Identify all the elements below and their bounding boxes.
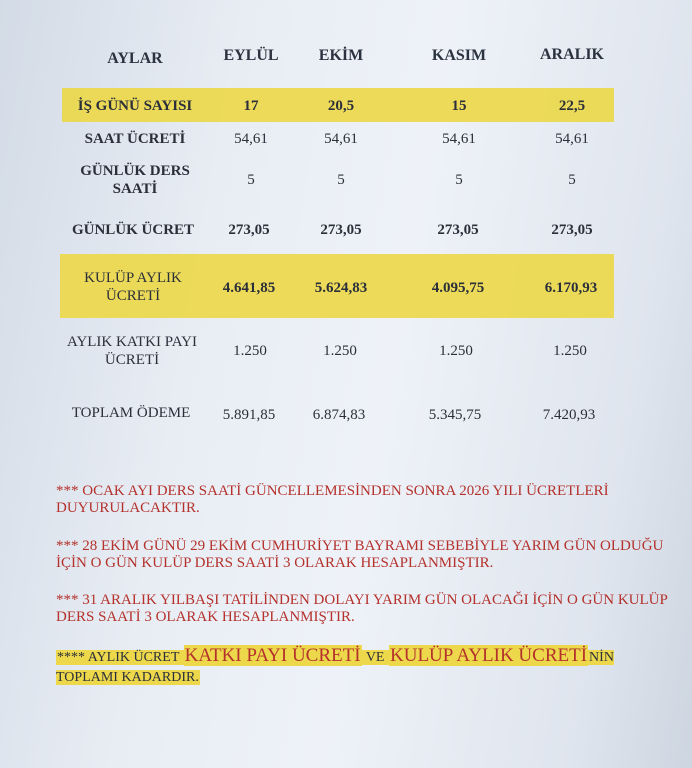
row-value: 54,61 — [555, 131, 589, 147]
header-aralik: ARALIK — [539, 46, 605, 63]
row-value: 17 — [243, 98, 259, 114]
row-label: SAAT ÜCRETİ — [84, 131, 186, 147]
row-value: 1.250 — [323, 343, 357, 359]
row-value: 273,05 — [551, 222, 593, 238]
row-value: 273,05 — [437, 222, 479, 238]
header-ekim: EKİM — [318, 47, 364, 64]
note-item: *** 31 ARALIK YILBAŞI TATİLİNDEN DOLAYI YARIM GÜN OLACAĞI İÇİN O GÜN KULÜP DERS SAATİ 3 OLARAK HESAPLANMIŞTIR. — [56, 592, 668, 625]
row-value: 5.891,85 — [222, 407, 276, 423]
final-note-part: NİN TOPLAMI KADARDIR. — [56, 650, 614, 685]
note-item: *** OCAK AYI DERS SAATİ GÜNCELLEMESİNDEN SONRA 2026 YILI ÜCRETLERİ DUYURULACAKTIR. — [56, 483, 609, 516]
row-label: TOPLAM ÖDEME — [71, 405, 191, 421]
row-value: 5 — [568, 172, 576, 188]
row-value: 4.641,85 — [222, 280, 276, 296]
row-value: 20,5 — [327, 98, 355, 114]
row-label: İŞ GÜNÜ SAYISI — [77, 98, 193, 114]
row-value: 1.250 — [553, 343, 587, 359]
final-note-part: **** AYLIK ÜCRET — [57, 650, 183, 665]
row-value: 54,61 — [234, 131, 268, 147]
row-value: 6.874,83 — [312, 407, 366, 423]
row-value: 15 — [451, 98, 467, 114]
row-value: 4.095,75 — [431, 280, 485, 296]
row-value: 6.170,93 — [544, 280, 598, 296]
row-label: GÜNLÜK ÜCRET — [71, 222, 195, 238]
row-value: 273,05 — [320, 222, 362, 238]
final-note-emphasis: KULÜP AYLIK ÜCRETİ — [390, 645, 588, 666]
row-value: 273,05 — [228, 222, 270, 238]
row-value: 5.345,75 — [428, 407, 482, 423]
header-eylul: EYLÜL — [223, 47, 279, 64]
row-value: 1.250 — [439, 343, 473, 359]
note-item: *** 28 EKİM GÜNÜ 29 EKİM CUMHURİYET BAYRAMI SEBEBİYLE YARIM GÜN OLDUĞU İÇİN O GÜN KULÜP DERS SAATİ 3 OLARAK HESAPLANMIŞTIR. — [56, 538, 664, 571]
row-value: 5 — [337, 172, 345, 188]
row-label: GÜNLÜK DERS SAATİ — [80, 163, 190, 197]
final-note — [56, 646, 676, 688]
row-value: 5 — [247, 172, 255, 188]
header-aylar: AYLAR — [107, 50, 163, 67]
row-value: 5.624,83 — [314, 280, 368, 296]
header-kasim: KASIM — [431, 47, 487, 64]
final-note-emphasis: KATKI PAYI ÜCRETİ — [184, 645, 361, 666]
row-value: 54,61 — [324, 131, 358, 147]
row-value: 54,61 — [442, 131, 476, 147]
row-value: 22,5 — [558, 98, 586, 114]
row-value: 1.250 — [233, 343, 267, 359]
row-value: 7.420,93 — [542, 407, 596, 423]
row-label: KULÜP AYLIK ÜCRETİ — [84, 270, 182, 304]
row-label: AYLIK KATKI PAYI ÜCRETİ — [66, 334, 198, 368]
final-note-part: VE — [362, 650, 388, 665]
row-value: 5 — [455, 172, 463, 188]
